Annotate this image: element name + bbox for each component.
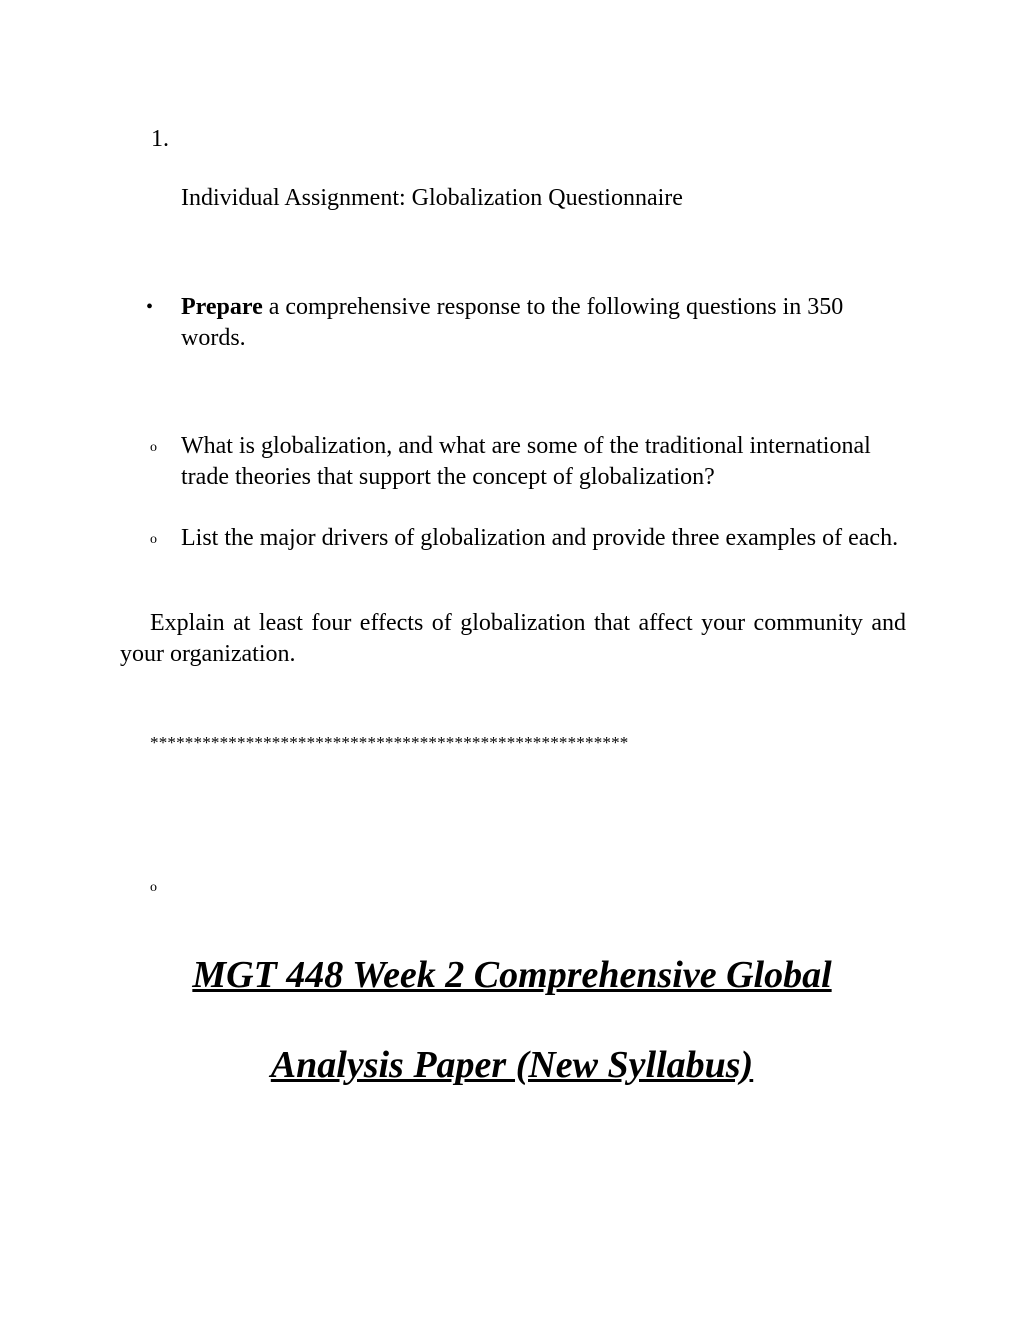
prepare-instruction-text: a comprehensive response to the following questions in 350 words.: [181, 294, 844, 351]
list-number: 1.: [151, 126, 169, 152]
separator-line: *******************************************************: [150, 733, 629, 752]
explain-paragraph: Explain at least four effects of globalization that affect your community and your organization.: [120, 610, 906, 667]
question-item: What is globalization, and what are some of the traditional international trade theories that support the concept of globalization?: [181, 433, 871, 490]
prepare-instruction: [181, 292, 901, 354]
question-item: List the major drivers of globalization and provide three examples of each.: [181, 525, 899, 551]
course-heading-line-1[interactable]: MGT 448 Week 2 Comprehensive Global: [192, 954, 832, 996]
empty-sub-bullet-marker: o: [150, 880, 157, 895]
sub-bullet-marker: o: [150, 532, 157, 547]
assignment-title: Individual Assignment: Globalization Questionnaire: [181, 185, 683, 211]
prepare-bold-word: Prepare: [181, 294, 263, 320]
sub-bullet-marker: o: [150, 440, 157, 455]
course-heading-line-2[interactable]: Analysis Paper (New Syllabus): [270, 1044, 754, 1086]
bullet-marker: •: [146, 296, 154, 318]
